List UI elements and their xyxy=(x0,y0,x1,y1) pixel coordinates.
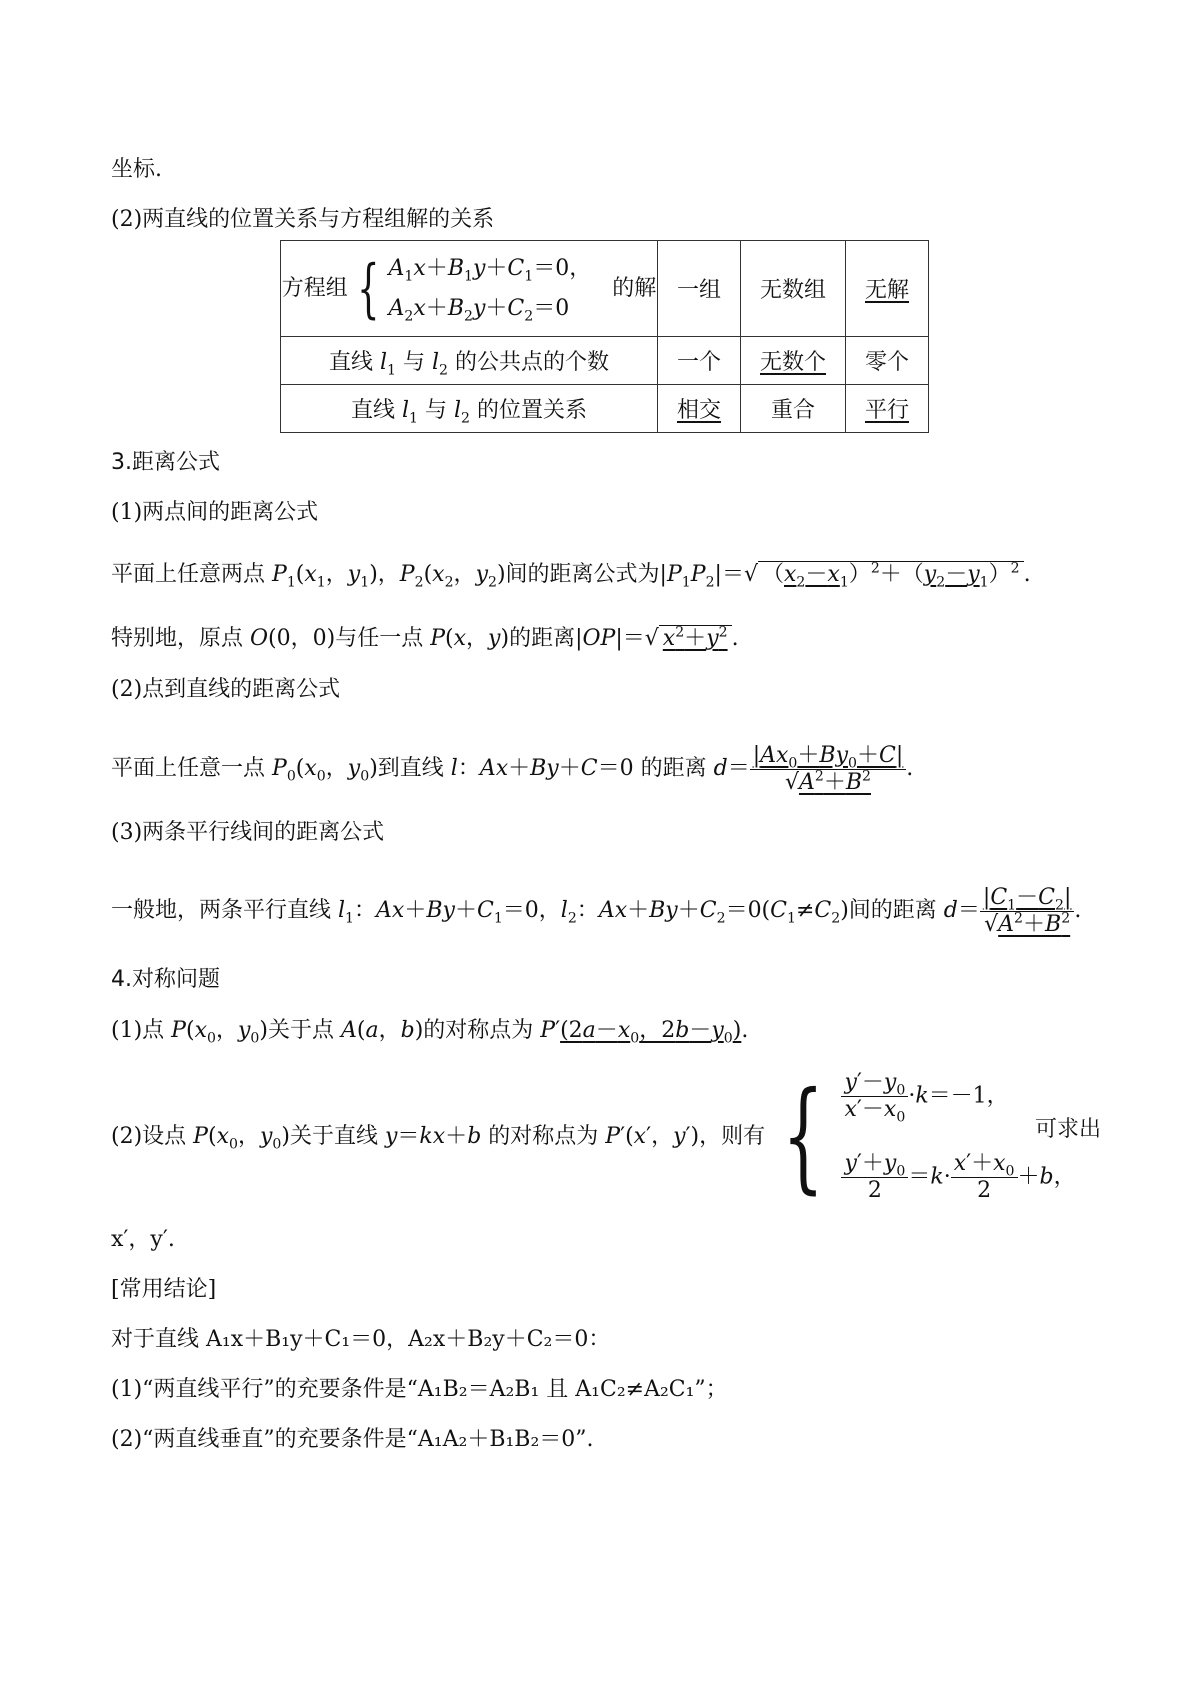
cell-r1-c3 xyxy=(846,241,929,337)
answer-no-solution: 无解 xyxy=(864,278,909,303)
cell-r2-c2 xyxy=(741,337,846,385)
cell-r3-c3 xyxy=(846,385,929,433)
formula-two-point-distance: 平面上任意两点 $P_1(x_1$，$y_1$)，$P_2(x_2$，$y_2$)间的距离公式为$|P_1P_2|=√$ $(x_2-x_1)^2+(y_2-y_1)^2$ . xyxy=(111,560,1031,591)
heading-symmetry: 4.对称问题 xyxy=(111,967,220,992)
answer-intersect: 相交 xyxy=(676,398,721,423)
formula-origin-distance: 特别地，原点 O(0，0)与任一点 P(x，y)的距离|OP|＝√ $x^2+y^2$ . xyxy=(111,624,739,651)
relation-table xyxy=(280,240,929,433)
conclusion-parallel: (1)“两直线平行”的充要条件是“A₁B₂＝A₂B₁ 且 A₁C₂≠A₂C₁”； xyxy=(111,1377,728,1402)
r1-label-text: 方程组 xyxy=(281,275,348,301)
table-row-1-label: 方程组 { $A_1x+B_1y+C_1=0$， $A_2x+B_2y+C_2=0$ 的解 xyxy=(281,241,658,337)
answer-infinite: 无数个 xyxy=(759,350,826,375)
cell-r1-c1: 一组 xyxy=(658,241,741,337)
line-symmetry-tail: x′，y′. xyxy=(111,1227,175,1252)
line-symmetry: (2)设点 $P(x_0$，$y_0$)关于直线 y＝kx＋b 的对称点为 P′(x′，y′)，则有 { $\frac{y'-y_0}{x'-x_0}$ ·k＝－1， $\frac{y'+y_0}{2}$ ＝k· $\frac{x'+x_0}{2}$ ＋b， 可求出 xyxy=(111,1067,1101,1206)
sub-heading-point-line: (2)点到直线的距离公式 xyxy=(111,677,341,702)
cell-r1-c2: 无数组 xyxy=(741,241,846,337)
cell-r3-c2: 重合 xyxy=(741,385,846,433)
cell-r2-c3: 零个 xyxy=(846,337,929,385)
table-row-2-label: 直线 $l_1$ 与 $l_2$ 的公共点的个数 xyxy=(281,337,658,385)
common-conclusions-label: [常用结论] xyxy=(111,1277,217,1302)
answer-parallel: 平行 xyxy=(864,398,909,423)
formula-parallel-distance: 一般地，两条平行直线 $l_1$：$Ax+By+C_1=0$，$l_2$：$Ax+By+C_2=0(C_1\ne C_2)$间的距离 d＝ $\frac{|C_1-C_2|}{√A^2+B^2}$ . xyxy=(111,884,1082,937)
formula-point-line-distance: 平面上任意一点 $P_0(x_0$，$y_0$)到直线 l：Ax＋By＋C＝0 的距离 d＝ $\frac{|Ax_0+By_0+C|}{√A^2+B^2}$ . xyxy=(111,742,914,795)
sub-heading-two-points: (1)两点间的距离公式 xyxy=(111,500,319,525)
sub-heading-parallel-lines: (3)两条平行线间的距离公式 xyxy=(111,820,385,845)
section-2-title: (2)两直线的位置关系与方程组解的关系 xyxy=(111,207,495,232)
cell-r3-c1 xyxy=(658,385,741,433)
common-intro: 对于直线 A₁x＋B₁y＋C₁＝0，A₂x＋B₂y＋C₂＝0： xyxy=(111,1327,611,1352)
cell-r2-c1: 一个 xyxy=(658,337,741,385)
table-row-3-label: 直线 $l_1$ 与 $l_2$ 的位置关系 xyxy=(281,385,658,433)
point-symmetry: (1)点 $P(x_0$，$y_0$)关于点 A(a，b)的对称点为 $P'(2a-x_0$，$2b-y_0$). xyxy=(111,1018,749,1047)
line-coord-tail: 坐标. xyxy=(111,157,162,182)
conclusion-perpendicular: (2)“两直线垂直”的充要条件是“A₁A₂＋B₁B₂＝0”. xyxy=(111,1427,594,1452)
heading-distance-formulas: 3.距离公式 xyxy=(111,450,220,475)
